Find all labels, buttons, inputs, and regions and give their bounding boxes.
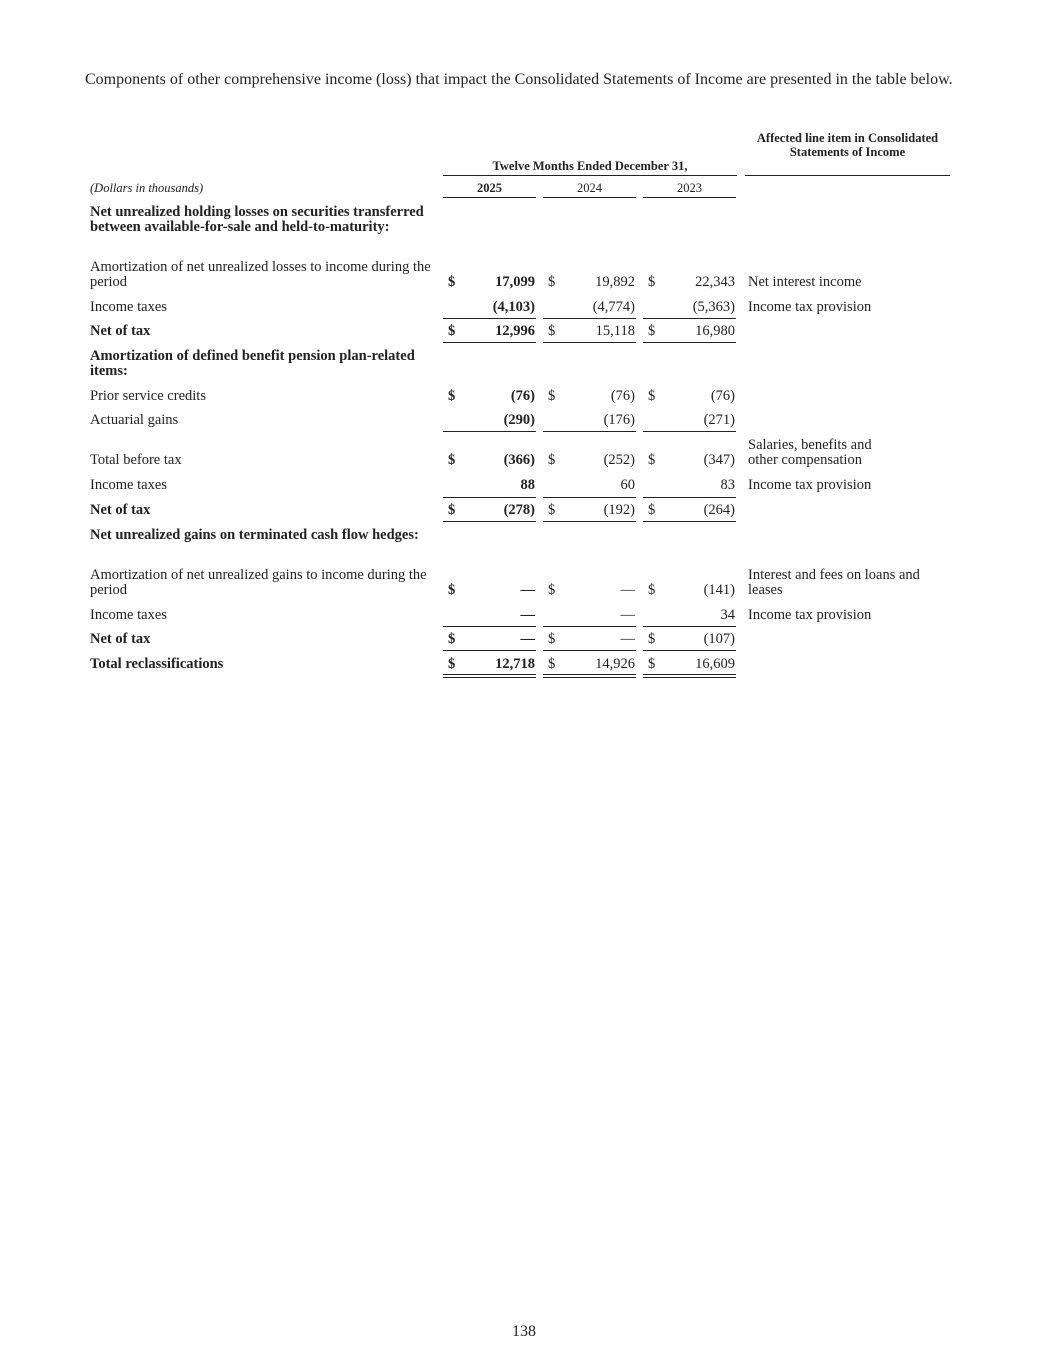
affected-line-item: Interest and fees on loans and leases: [748, 567, 920, 598]
total-rule: [543, 650, 636, 651]
units-label: (Dollars in thousands): [90, 181, 204, 195]
total-rule: [443, 650, 536, 651]
value-2023: 83: [720, 477, 735, 493]
subtotal-rule: [443, 626, 536, 627]
value-2024: 60: [620, 477, 635, 493]
currency-symbol: $: [548, 656, 556, 672]
intro-paragraph: Components of other comprehensive income (loss) that impact the Consolidated Statements of Income are presented in the table below.: [85, 71, 953, 88]
year-2025-rule: [443, 197, 536, 198]
value-2025: 17,099: [495, 274, 535, 290]
currency-symbol: $: [448, 656, 456, 672]
value-2024: (176): [603, 412, 635, 428]
period-header-rule: [443, 175, 737, 176]
currency-symbol: $: [448, 582, 456, 598]
currency-symbol: $: [548, 388, 556, 404]
currency-symbol: $: [648, 582, 656, 598]
currency-symbol: $: [548, 274, 556, 290]
value-2024: 19,892: [595, 274, 635, 290]
currency-symbol: $: [648, 388, 656, 404]
year-2025-header: 2025: [477, 181, 502, 195]
grand-total-double-rule: [543, 674, 636, 678]
row-label: Net of tax: [90, 502, 151, 518]
subtotal-rule: [443, 497, 536, 498]
value-2024: 15,118: [595, 323, 635, 339]
currency-symbol: $: [548, 452, 556, 468]
value-2023: 16,980: [695, 323, 735, 339]
currency-symbol: $: [548, 323, 556, 339]
value-2025: (366): [503, 452, 535, 468]
subtotal-rule: [443, 431, 536, 432]
value-2024: —: [620, 582, 635, 598]
page-number: 138: [512, 1323, 536, 1340]
row-label: Income taxes: [90, 607, 167, 623]
value-2023: 34: [720, 607, 735, 623]
grand-total-double-rule: [443, 674, 536, 678]
total-rule: [643, 342, 736, 343]
total-rule: [543, 521, 636, 522]
value-2023: (264): [703, 502, 735, 518]
currency-symbol: $: [448, 274, 456, 290]
row-label: Net unrealized gains on terminated cash flow hedges:: [90, 527, 419, 543]
value-2025: —: [520, 631, 535, 647]
year-2023-rule: [643, 197, 736, 198]
value-2024: 14,926: [595, 656, 635, 672]
value-2024: (4,774): [592, 299, 635, 315]
subtotal-rule: [543, 497, 636, 498]
currency-symbol: $: [648, 452, 656, 468]
value-2025: 12,718: [495, 656, 535, 672]
row-label: Net unrealized holding losses on securities transferred between available-for-sale and held-to-maturity:: [90, 204, 424, 235]
currency-symbol: $: [448, 388, 456, 404]
subtotal-rule: [543, 431, 636, 432]
row-label: Total before tax: [90, 452, 182, 468]
affected-header-rule: [745, 175, 950, 176]
currency-symbol: $: [648, 274, 656, 290]
year-2023-header: 2023: [677, 181, 702, 195]
value-2023: (5,363): [692, 299, 735, 315]
affected-line-item-header: Affected line item in Consolidated Statements of Income: [756, 131, 939, 159]
currency-symbol: $: [648, 656, 656, 672]
value-2025: (278): [503, 502, 535, 518]
year-2024-header: 2024: [577, 181, 602, 195]
value-2025: —: [520, 582, 535, 598]
subtotal-rule: [543, 626, 636, 627]
currency-symbol: $: [548, 582, 556, 598]
subtotal-rule: [643, 497, 736, 498]
row-label: Total reclassifications: [90, 656, 224, 672]
period-header: Twelve Months Ended December 31,: [492, 159, 688, 173]
value-2025: —: [520, 607, 535, 623]
value-2024: (76): [610, 388, 635, 404]
total-rule: [643, 650, 736, 651]
value-2024: (192): [603, 502, 635, 518]
row-label: Prior service credits: [90, 388, 206, 404]
row-label: Amortization of net unrealized losses to income during the period: [90, 259, 431, 290]
value-2023: 22,343: [695, 274, 735, 290]
value-2024: —: [620, 607, 635, 623]
currency-symbol: $: [548, 502, 556, 518]
row-label: Net of tax: [90, 323, 151, 339]
value-2024: (252): [603, 452, 635, 468]
affected-line-item: Income tax provision: [748, 607, 872, 623]
subtotal-rule: [643, 626, 736, 627]
row-label: Net of tax: [90, 631, 151, 647]
currency-symbol: $: [648, 323, 656, 339]
value-2023: 16,609: [695, 656, 735, 672]
affected-line-item: Income tax provision: [748, 299, 872, 315]
value-2023: (347): [703, 452, 735, 468]
value-2025: 12,996: [495, 323, 535, 339]
value-2025: (76): [510, 388, 535, 404]
currency-symbol: $: [448, 323, 456, 339]
currency-symbol: $: [448, 631, 456, 647]
value-2023: (107): [703, 631, 735, 647]
row-label: Amortization of net unrealized gains to income during the period: [90, 567, 427, 598]
affected-line-item: Income tax provision: [748, 477, 872, 493]
affected-line-item: Salaries, benefits and other compensation: [748, 437, 872, 468]
currency-symbol: $: [548, 631, 556, 647]
total-rule: [443, 521, 536, 522]
row-label: Income taxes: [90, 477, 167, 493]
currency-symbol: $: [648, 502, 656, 518]
year-2024-rule: [543, 197, 636, 198]
value-2025: (290): [503, 412, 535, 428]
subtotal-rule: [643, 431, 736, 432]
grand-total-double-rule: [643, 674, 736, 678]
value-2023: (271): [703, 412, 735, 428]
currency-symbol: $: [648, 631, 656, 647]
row-label: Income taxes: [90, 299, 167, 315]
value-2023: (76): [710, 388, 735, 404]
affected-line-item: Net interest income: [748, 274, 862, 290]
subtotal-rule: [443, 318, 536, 319]
total-rule: [543, 342, 636, 343]
currency-symbol: $: [448, 452, 456, 468]
value-2023: (141): [703, 582, 735, 598]
row-label: Actuarial gains: [90, 412, 179, 428]
currency-symbol: $: [448, 502, 456, 518]
value-2025: 88: [520, 477, 535, 493]
total-rule: [643, 521, 736, 522]
value-2024: —: [620, 631, 635, 647]
value-2025: (4,103): [492, 299, 535, 315]
subtotal-rule: [643, 318, 736, 319]
row-label: Amortization of defined benefit pension plan-related items:: [90, 348, 415, 379]
subtotal-rule: [543, 318, 636, 319]
total-rule: [443, 342, 536, 343]
